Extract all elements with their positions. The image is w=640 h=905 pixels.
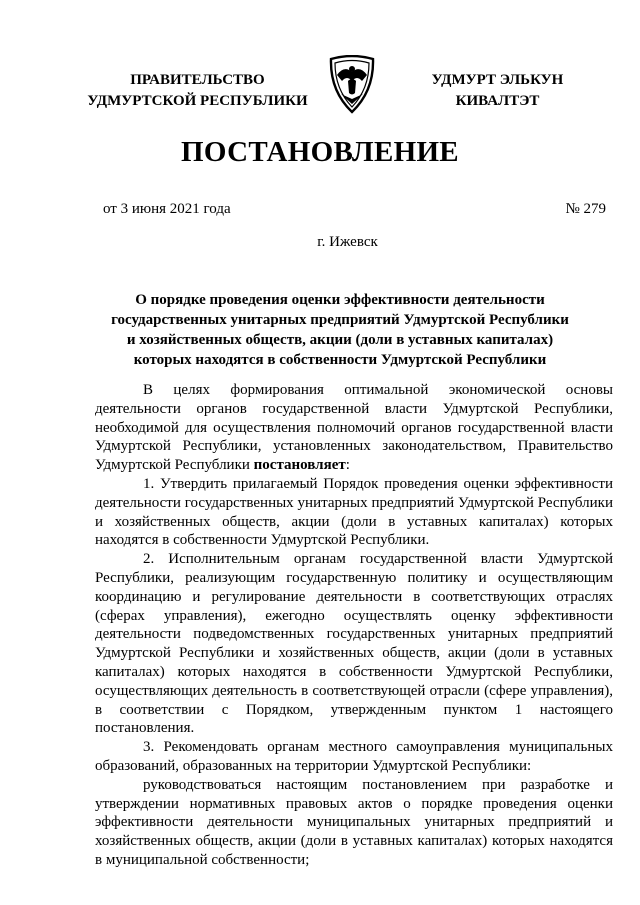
body-intro (95, 381, 613, 475)
document-title: ПОСТАНОВЛЕНИЕ (181, 136, 459, 168)
document-date: от 3 июня 2021 года (103, 201, 231, 217)
subject-line3: и хозяйственных обществ, акции (доли в уставных капиталах) (126, 332, 554, 348)
subject-line2: государственных унитарных предприятий Удмуртской Республики (111, 312, 569, 328)
udmurt-coat-of-arms-icon (327, 55, 377, 115)
header-right-authority (420, 70, 575, 112)
header-left-authority (80, 70, 315, 112)
header-left-line2: УДМУРТСКОЙ РЕСПУБЛИКИ (87, 93, 308, 109)
subject-line4: которых находятся в собственности Удмуртской Республики (133, 352, 547, 368)
body-paragraph-3a: руководствоваться настоящим постановлением при разработке и утверждении нормативных правовых актов о порядке проведения оценки эффективности деятельности муниципальных унитарных предприятий и хозяйственных обществ, акции (доли в уставных капиталах) которых находятся в муниципальной собственности; (95, 776, 613, 868)
body-paragraph-2: 2. Исполнительным органам государственной власти Удмуртской Республики, реализующим государственную политику и осуществляющим координацию и регулирование деятельности в соответствующих отраслях (сферах управления), ежегодно осуществлять оценку эффективности деятельности подведомственных государственных унитарных предприятий Удмуртской Республики и хозяйственных обществ, акции (доли в уставных капиталах) которых находятся в собственности Удмуртской Республики, осуществляющих деятельность в соответствующей отрасли (сфере управления), в соответствии с Порядком, утвержденным пунктом 1 настоящего постановления. (95, 551, 613, 737)
intro-bold-verb: постановляет (253, 457, 346, 474)
body-paragraph-1: 1. Утвердить прилагаемый Порядок проведения оценки эффективности деятельности государственных унитарных предприятий Удмуртской Республики и хозяйственных обществ, акции (доли в уставных капиталах) которых находятся в собственности Удмуртской Республики. (95, 475, 613, 549)
header-right-line1: УДМУРТ ЭЛЬКУН (431, 72, 564, 88)
document-city: г. Ижевск (317, 234, 378, 250)
header-left-line1: ПРАВИТЕЛЬСТВО (130, 72, 265, 88)
document-subject (110, 290, 570, 370)
intro-end: : (345, 457, 350, 474)
intro-text: В целях формирования оптимальной экономической основы деятельности органов государственной власти Удмуртской Республики, необходимой для осуществления полномочий органов государственной власти Удмуртской Республики, установленных законодательством, Правительство Удмуртской Республики (95, 382, 613, 474)
document-number: № 279 (565, 201, 606, 217)
subject-line1: О порядке проведения оценки эффективности деятельности (135, 292, 545, 308)
body-paragraph-3: 3. Рекомендовать органам местного самоуправления муниципальных образований, образованных на территории Удмуртской Республики: (95, 739, 613, 774)
document-body (95, 381, 613, 870)
header-right-line2: КИВАЛТЭТ (455, 93, 540, 109)
